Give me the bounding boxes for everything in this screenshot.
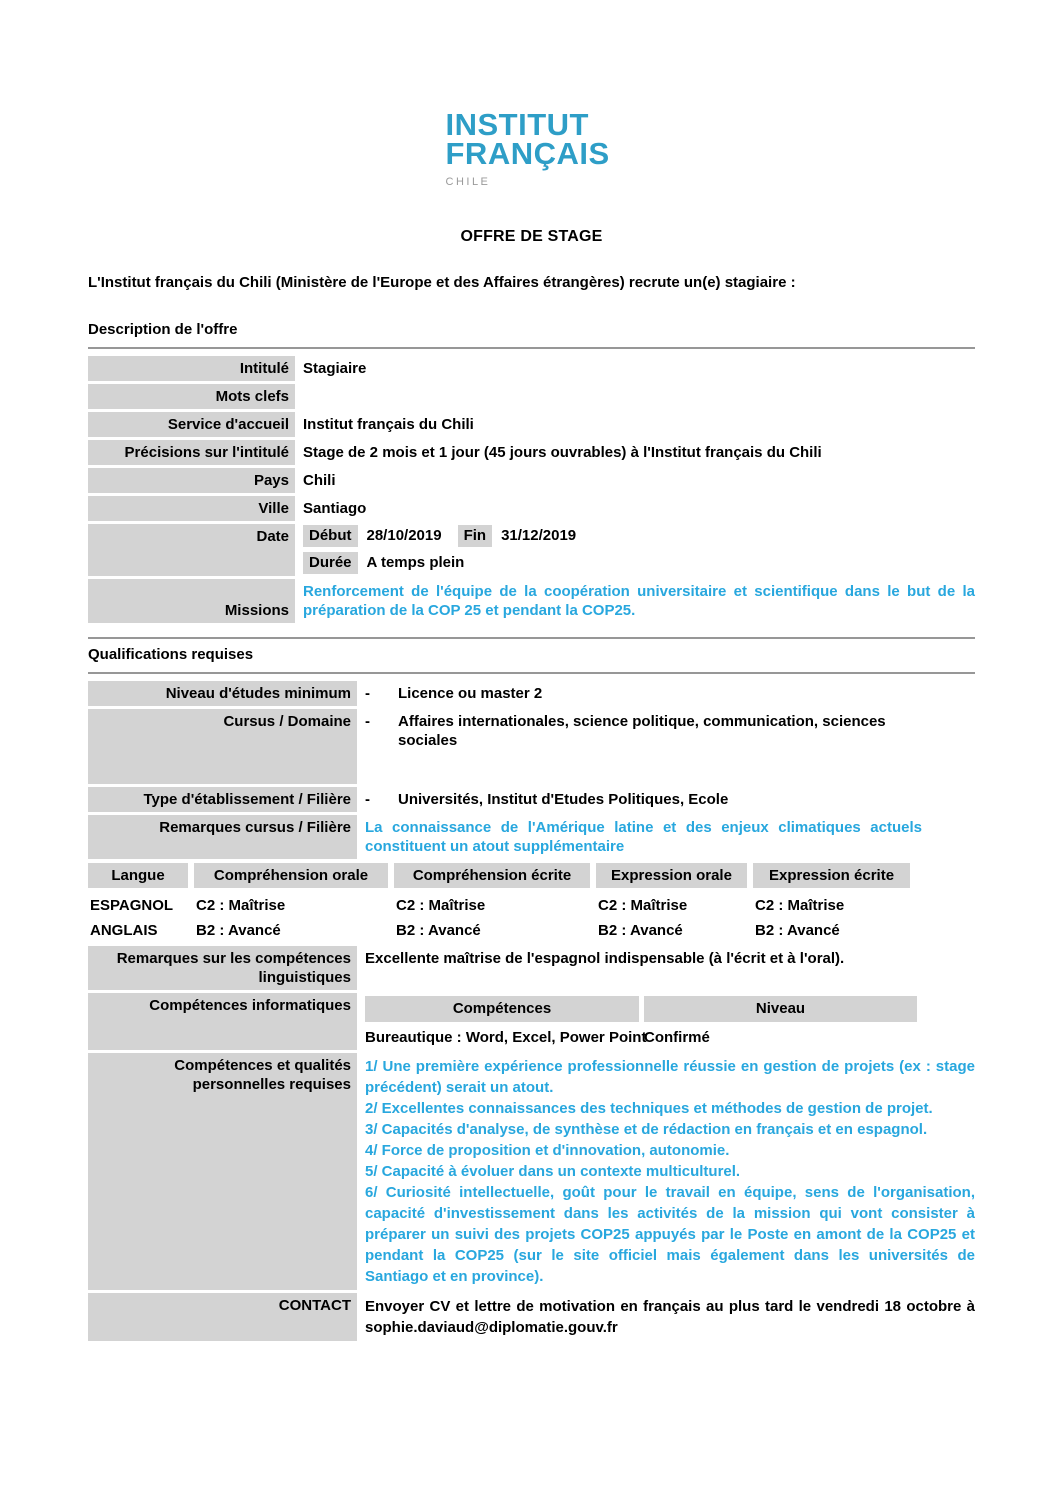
- language-level: C2 : Maîtrise: [396, 896, 486, 914]
- table-row-precisions: [88, 440, 975, 465]
- language-name: ESPAGNOL: [90, 896, 174, 914]
- field-value-text: Licence ou master 2: [398, 684, 543, 702]
- language-level: B2 : Avancé: [396, 921, 481, 939]
- debut-value: 28/10/2019: [366, 526, 442, 544]
- date-values: [300, 524, 975, 576]
- field-label: Mots clefs: [88, 384, 295, 409]
- duree-value: A temps plein: [366, 553, 465, 571]
- informatiques-header-row: [365, 996, 914, 1022]
- table-row-remarques-cursus: [88, 815, 975, 859]
- fin-value: 31/12/2019: [501, 526, 577, 544]
- field-label: [88, 524, 295, 576]
- field-value-text: Universités, Institut d'Etudes Politiques, Ecole: [398, 790, 729, 808]
- page-title: OFFRE DE STAGE: [460, 227, 603, 245]
- language-table: [88, 863, 975, 943]
- field-value: Stage de 2 mois et 1 jour (45 jours ouvrables) à l'Institut français du Chili: [303, 443, 822, 461]
- field-value: [300, 384, 975, 409]
- list-item: 5/ Capacité à évoluer dans un contexte multiculturel.: [365, 1162, 741, 1180]
- dash: -: [365, 684, 370, 702]
- qualifications-table: [88, 681, 975, 1341]
- table-row-date: [88, 524, 975, 576]
- field-label: Service d'accueil: [88, 412, 295, 437]
- column-header-expression-ecrite: Expression écrite: [753, 863, 910, 888]
- field-label: CONTACT: [88, 1293, 357, 1341]
- horizontal-rule: [88, 347, 975, 349]
- column-header-competences: Compétences: [365, 996, 639, 1022]
- fin-label: Fin: [458, 525, 493, 547]
- table-row-missions: [88, 579, 975, 623]
- table-row-competences-informatiques: [88, 993, 975, 1050]
- table-row-cursus-domaine: [88, 709, 975, 784]
- list-item: 2/ Excellentes connaissances des techniques et méthodes de gestion de projet.: [365, 1099, 933, 1117]
- personnelles-list: [362, 1053, 975, 1290]
- dash: -: [365, 790, 370, 808]
- logo: [88, 107, 975, 188]
- language-level: C2 : Maîtrise: [755, 896, 845, 914]
- column-header-comprehension-ecrite: Compréhension écrite: [394, 863, 590, 888]
- column-header-comprehension-orale: Compréhension orale: [194, 863, 388, 888]
- field-value: [362, 787, 975, 812]
- dash: -: [365, 712, 370, 730]
- table-row-contact: [88, 1293, 975, 1341]
- field-label: Remarques sur les compétences linguistiques: [88, 946, 357, 990]
- remarques-cursus-value: La connaissance de l'Amérique latine et des enjeux climatiques actuels constituent un atout supplémentaire: [365, 818, 922, 855]
- duree-label: Durée: [303, 552, 358, 574]
- field-label: Cursus / Domaine: [88, 709, 357, 784]
- field-value: Stagiaire: [303, 359, 367, 377]
- informatiques-subtable: [362, 993, 914, 1050]
- date-label: Date: [256, 527, 289, 545]
- table-row-ville: [88, 496, 975, 521]
- table-row-competences-personnelles: [88, 1053, 975, 1290]
- field-label: Remarques cursus / Filière: [88, 815, 357, 859]
- horizontal-rule: [88, 637, 975, 639]
- field-value: Santiago: [303, 499, 367, 517]
- field-label: Ville: [88, 496, 295, 521]
- logo-text-line2: FRANÇAIS: [445, 136, 610, 172]
- table-row-type-etablissement: [88, 787, 975, 812]
- field-value: Institut français du Chili: [303, 415, 474, 433]
- field-label: Intitulé: [88, 356, 295, 381]
- competence-value: Bureautique : Word, Excel, Power Point: [365, 1028, 647, 1046]
- table-row-pays: [88, 468, 975, 493]
- contact-value: Envoyer CV et lettre de motivation en français au plus tard le vendredi 18 octobre à sophie.daviaud@diplomatie.gouv.fr: [365, 1297, 975, 1336]
- field-value: Chili: [303, 471, 336, 489]
- language-level: B2 : Avancé: [598, 921, 683, 939]
- column-header-langue: Langue: [88, 863, 188, 888]
- table-row-service-accueil: [88, 412, 975, 437]
- table-row-niveau-etudes: [88, 681, 975, 706]
- table-row-remarques-linguistiques: [88, 946, 975, 990]
- language-level: B2 : Avancé: [196, 921, 281, 939]
- date-line-debut-fin: [303, 525, 975, 547]
- language-level: C2 : Maîtrise: [598, 896, 688, 914]
- logo-text-line1: INSTITUT: [445, 107, 589, 142]
- section-heading-description: Description de l'offre: [88, 320, 238, 338]
- section-heading-qualifications: Qualifications requises: [88, 645, 254, 663]
- field-value-text: Affaires internationales, science politique, communication, sciences sociales: [398, 712, 886, 749]
- logo-subtitle: CHILE: [445, 175, 491, 188]
- field-label: Niveau d'études minimum: [88, 681, 357, 706]
- field-value: [362, 709, 975, 784]
- missions-value: Renforcement de l'équipe de la coopération universitaire et scientifique dans le but de la préparation de la COP 25 et pendant la COP25.: [303, 582, 975, 619]
- column-header-niveau: Niveau: [644, 996, 917, 1022]
- field-label: Précisions sur l'intitulé: [88, 440, 295, 465]
- debut-label: Début: [303, 525, 358, 547]
- informatiques-data-row: [365, 1028, 914, 1047]
- niveau-value: Confirmé: [644, 1028, 710, 1046]
- date-line-duree: [303, 552, 975, 574]
- remarques-linguistiques-value: Excellente maîtrise de l'espagnol indispensable (à l'écrit et à l'oral).: [365, 949, 845, 967]
- field-label: [88, 579, 295, 623]
- field-label: Compétences et qualités personnelles requises: [88, 1053, 357, 1290]
- table-row-mots-clefs: [88, 384, 975, 409]
- list-item: 4/ Force de proposition et d'innovation, autonomie.: [365, 1141, 730, 1159]
- field-label: Type d'établissement / Filière: [88, 787, 357, 812]
- horizontal-rule: [88, 672, 975, 674]
- table-row-intitule: [88, 356, 975, 381]
- intro-text: L'Institut français du Chili (Ministère de l'Europe et des Affaires étrangères) recrute un(e) stagiaire :: [88, 273, 796, 291]
- field-value: [362, 681, 975, 706]
- description-table: [88, 356, 975, 623]
- missions-label: Missions: [224, 601, 289, 619]
- language-level: B2 : Avancé: [755, 921, 840, 939]
- list-item: 3/ Capacités d'analyse, de synthèse et de rédaction en français et en espagnol.: [365, 1120, 928, 1138]
- field-label: Compétences informatiques: [88, 993, 357, 1050]
- field-label: Pays: [88, 468, 295, 493]
- language-level: C2 : Maîtrise: [196, 896, 286, 914]
- list-item: 1/ Une première expérience professionnelle réussie en gestion de projets (ex : stage précédent) serait un atout.: [365, 1057, 975, 1096]
- column-header-expression-orale: Expression orale: [596, 863, 747, 888]
- list-item: 6/ Curiosité intellectuelle, goût pour le travail en équipe, sens de l'organisation, capacité d'investissement dans les activités de la mission qui vont consister à préparer un suivi des projets COP25 appuyés par le Poste en amont de la COP25 et pendant la COP25 (sur le site officiel mais également dans les universités de Santiago et en province).: [365, 1183, 975, 1285]
- language-name: ANGLAIS: [90, 921, 158, 939]
